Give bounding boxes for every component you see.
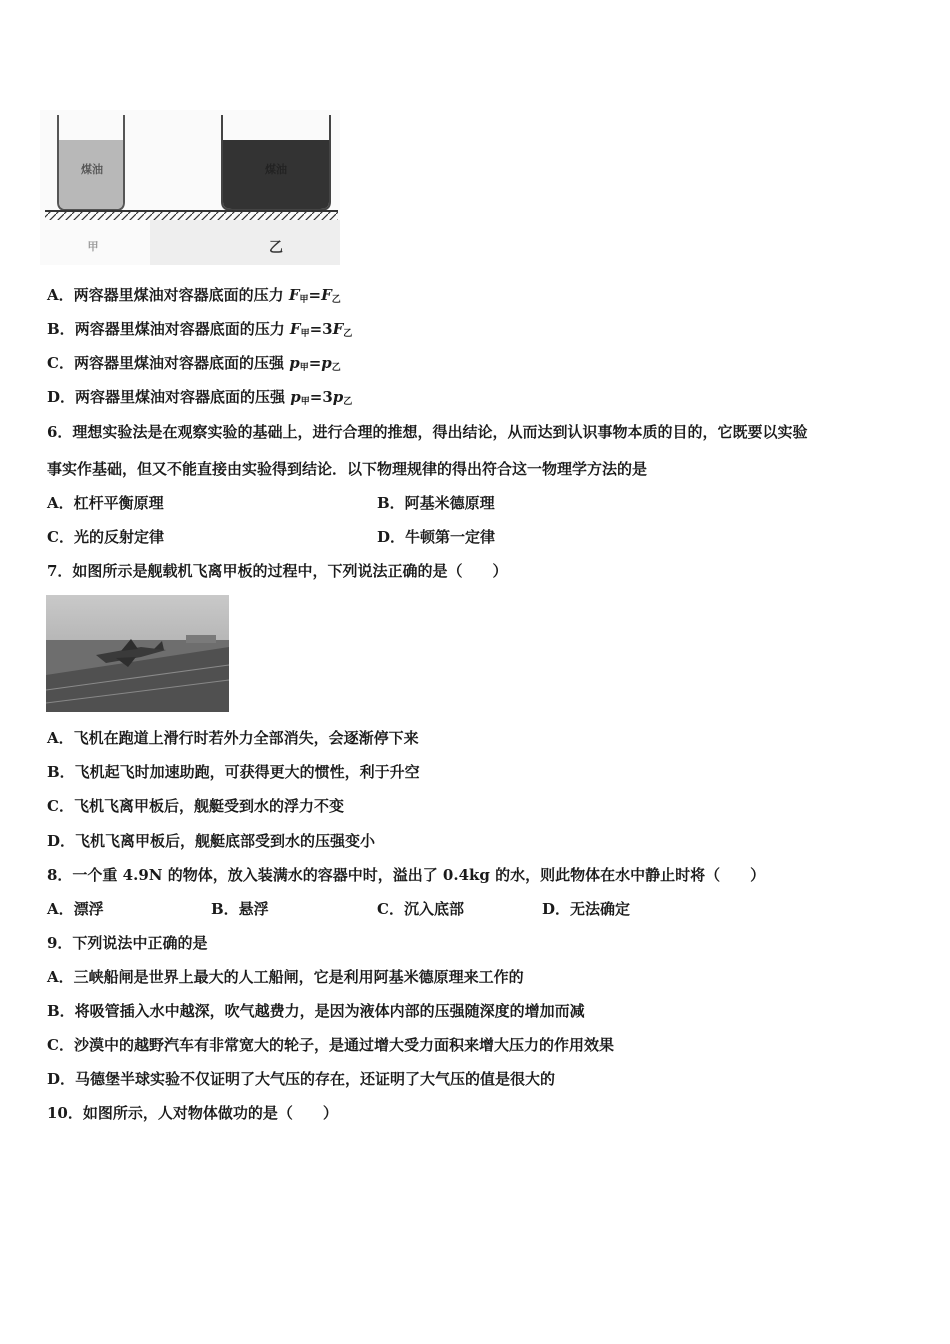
q8-stem: 8．一个重 4.9N 的物体，放入装满水的容器中时，溢出了 0.4kg 的水，则此物体在水中静止时将（ ） <box>47 866 766 884</box>
q7-option-c: C．飞机飞离甲板后，舰艇受到水的浮力不变 <box>47 797 344 815</box>
q6-option-b: B．阿基米德原理 <box>377 494 495 512</box>
q8-option-d: D．无法确定 <box>542 900 631 918</box>
q5-option-b: B．两容器里煤油对容器底面的压力 $F_甲=3F_乙$ <box>47 320 353 339</box>
q9-option-b: B．将吸管插入水中越深，吹气越费力，是因为液体内部的压强随深度的增加而减 <box>47 1002 585 1020</box>
q5-option-c: C．两容器里煤油对容器底面的压强 $p_甲=p_乙$ <box>47 354 341 373</box>
q5-option-d: D．两容器里煤油对容器底面的压强 $p_甲=3p_乙$ <box>47 388 353 407</box>
q7-stem: 7．如图所示是舰载机飞离甲板的过程中，下列说法正确的是（ ） <box>47 562 508 580</box>
q8-option-b: B．悬浮 <box>211 900 269 918</box>
q6-stem-line2: 事实作基础，但又不能直接由实验得到结论．以下物理规律的得出符合这一物理学方法的是 <box>47 460 648 478</box>
containers-figure <box>40 110 340 265</box>
right-liquid-label: 煤油 <box>265 163 287 176</box>
q9-option-d: D．马德堡半球实验不仅证明了大气压的存在，还证明了大气压的值是很大的 <box>47 1070 556 1088</box>
aircraft-carrier-photo <box>46 595 229 712</box>
q6-option-c: C．光的反射定律 <box>47 528 164 546</box>
q6-option-a: A．杠杆平衡原理 <box>47 494 164 512</box>
q8-option-a: A．漂浮 <box>47 900 104 918</box>
q6-option-d: D．牛顿第一定律 <box>377 528 496 546</box>
left-liquid-label: 煤油 <box>81 163 103 176</box>
q10-stem: 10．如图所示，人对物体做功的是（ ） <box>47 1104 338 1122</box>
q7-option-d: D．飞机飞离甲板后，舰艇底部受到水的压强变小 <box>47 832 376 850</box>
q7-option-a: A．飞机在跑道上滑行时若外力全部消失，会逐渐停下来 <box>47 729 419 747</box>
q5-option-a: A．两容器里煤油对容器底面的压力 $F_甲=F_乙$ <box>47 286 341 305</box>
right-caption: 乙 <box>269 240 283 256</box>
q8-option-c: C．沉入底部 <box>377 900 464 918</box>
q9-option-c: C．沙漠中的越野汽车有非常宽大的轮子，是通过增大受力面积来增大压力的作用效果 <box>47 1036 614 1054</box>
q9-stem: 9．下列说法中正确的是 <box>47 934 208 952</box>
q6-stem-line1: 6．理想实验法是在观察实验的基础上，进行合理的推想，得出结论，从而达到认识事物本质的目的，它既要以实验 <box>47 423 808 441</box>
q9-option-a: A．三峡船闸是世界上最大的人工船闸，它是利用阿基米德原理来工作的 <box>47 968 524 986</box>
left-caption: 甲 <box>87 240 99 253</box>
q7-option-b: B．飞机起飞时加速助跑，可获得更大的惯性，利于升空 <box>47 763 420 781</box>
